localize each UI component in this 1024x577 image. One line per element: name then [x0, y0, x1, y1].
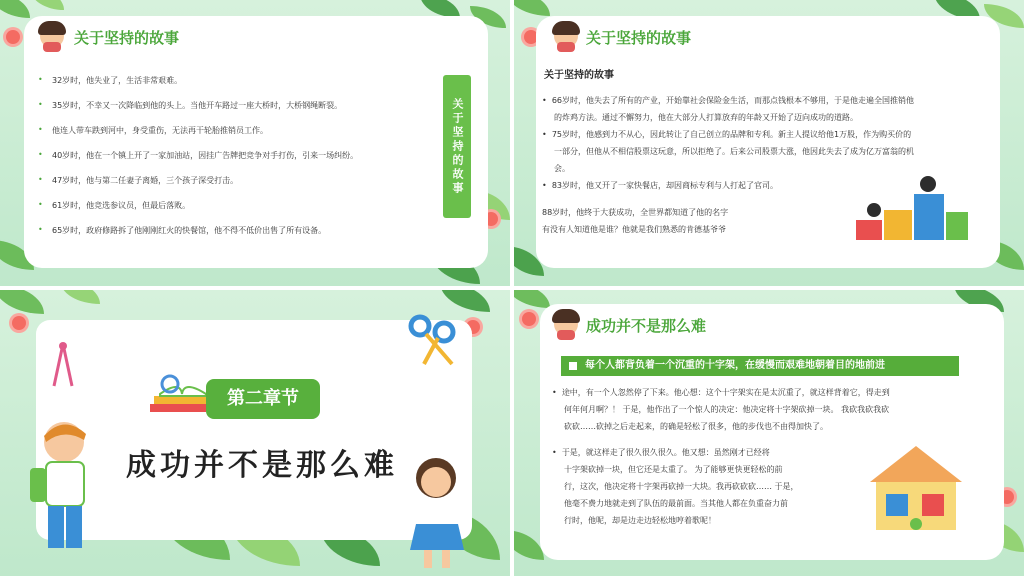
para-line: 十字架砍掉一块，但它还是太重了。 为了能够更快更轻松的前 — [564, 465, 783, 474]
list-item: • 66岁时，他失去了所有的产业，开始靠社会保险金生活，而那点钱根本不够用，于是他走遍全国推销他 — [542, 96, 914, 105]
list-item-line: 的炸鸡方法。通过不懈努力，他在大部分人打算放弃的年龄又开始了迈向成功的道路。 — [554, 113, 858, 122]
girl-illustration — [400, 454, 474, 572]
teacher-icon — [40, 24, 64, 48]
paragraph-1 — [552, 384, 890, 435]
slide-1[interactable] — [0, 0, 510, 286]
closing-line: 有没有人知道他是谁？他就是我们熟悉的肯德基爷爷 — [542, 225, 726, 234]
para-line: 他毫不费力地就走到了队伍的最前面。当其他人都在负重奋力前 — [564, 499, 788, 508]
list-item: • 47岁时，他与第二任妻子离婚，三个孩子深受打击。 — [38, 175, 358, 186]
para-line: • 途中，有一个人忽然停了下来。他心想：这个十字架实在是太沉重了，就这样背着它，得走到 — [552, 388, 890, 397]
para-line: • 于是，就这样走了很久很久很久。他又想：虽然刚才已经将 — [552, 448, 770, 457]
scissors-icon — [408, 314, 458, 368]
list-item: • 83岁时，他又开了一家快餐店，却因商标专利与人打起了官司。 — [542, 181, 778, 190]
slide-title: 成功并不是那么难 — [586, 317, 707, 335]
section-subtitle: 关于坚持的故事 — [544, 70, 614, 81]
story-list — [38, 75, 358, 236]
list-item-line: 会。 — [554, 164, 570, 173]
slide-4[interactable] — [514, 290, 1024, 576]
closing-text — [542, 204, 728, 238]
compass-icon — [50, 340, 76, 390]
para-line: 行，这次，他决定将十字架再砍掉一大块。我再砍砍砍…… 于是， — [564, 482, 799, 491]
boy-illustration — [28, 418, 102, 566]
slide-2[interactable] — [514, 0, 1024, 286]
list-item: • 40岁时，他在一个镇上开了一家加油站，因挂广告牌把竞争对手打伤，引来一场纠纷。 — [38, 150, 358, 161]
chapter-title: 成功并不是那么难 — [126, 448, 398, 483]
highlight-banner: 每个人都背负着一个沉重的十字架，在缓慢而艰难地朝着目的地前进 — [561, 356, 959, 376]
slide-title: 关于坚持的故事 — [586, 29, 692, 47]
list-item: • 35岁时，不幸又一次降临到他的头上。当他开车路过一座大桥时，大桥钢绳断裂。 — [38, 100, 358, 111]
paragraph-2 — [552, 444, 799, 529]
para-line: 何年何月啊？！ 于是，他作出了一个惊人的决定：他决定将十字架砍掉一块。 我砍我砍我砍 — [564, 405, 890, 414]
closing-line: 88岁时，他终于大获成功，全世界都知道了他的名字 — [542, 208, 729, 217]
books-icon — [150, 374, 214, 422]
vertical-title-box: 关于坚持的故事 — [443, 75, 471, 218]
list-item: • 32岁时，他失业了，生活非常艰难。 — [38, 75, 358, 86]
para-line: 行时，他呢，却是边走边轻松地哼着歌呢！ — [564, 516, 716, 525]
chapter-label: 第二章节 — [206, 379, 320, 419]
list-item: • 61岁时，他竞选参议员，但最后落败。 — [38, 200, 358, 211]
slide-title: 关于坚持的故事 — [74, 29, 180, 47]
book-house-illustration — [866, 440, 970, 540]
teacher-icon — [554, 24, 578, 48]
teacher-icon — [554, 312, 578, 336]
kids-books-illustration — [854, 172, 974, 252]
list-item-line: 一部分，但他从不相信股票这玩意，所以拒绝了。后来公司股票大涨，他因此失去了成为亿万富翁的机 — [554, 147, 914, 156]
slide-3[interactable] — [0, 290, 510, 576]
list-item: • 65岁时，政府修路拆了他刚刚红火的快餐馆，他不得不低价出售了所有设备。 — [38, 225, 358, 236]
para-line: 砍砍……砍掉之后走起来，的确是轻松了很多，他的步伐也不由得加快了。 — [564, 422, 828, 431]
list-item: • 他连人带车跌到河中，身受重伤，无法再干轮胎推销员工作。 — [38, 125, 358, 136]
list-item: • 75岁时，他感到力不从心，因此转让了自己创立的品牌和专利。新主人提议给他1万股，作为购买价的 — [542, 130, 912, 139]
